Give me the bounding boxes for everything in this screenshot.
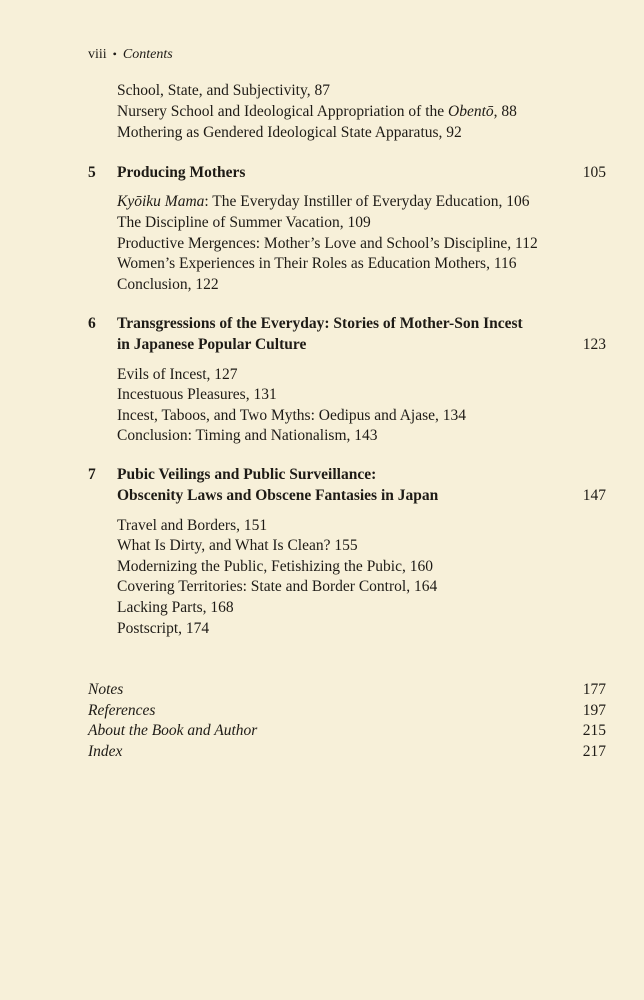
chapter-page-number: 123 <box>582 336 606 353</box>
back-matter-page: 177 <box>582 681 606 698</box>
chapter-title-line: Obscenity Laws and Obscene Fantasies in Japan <box>117 487 439 504</box>
chapter-number: 5 <box>88 164 96 181</box>
chapter-number: 6 <box>88 315 96 332</box>
chapter-title-line: Pubic Veilings and Public Surveillance: <box>117 466 377 483</box>
chapter-number: 7 <box>88 466 96 483</box>
toc-section-entry: Conclusion: Timing and Nationalism, 143 <box>117 427 378 444</box>
chapter-title-line: Transgressions of the Everyday: Stories of Mother-Son Incest <box>117 315 523 332</box>
toc-section-entry: Evils of Incest, 127 <box>117 366 238 383</box>
separator-icon: • <box>112 47 117 61</box>
chapter-page-number: 105 <box>582 164 606 181</box>
toc-section-entry: Modernizing the Public, Fetishizing the Pubic, 160 <box>117 558 433 575</box>
running-head <box>88 44 173 65</box>
toc-section-entry: Nursery School and Ideological Appropriation of the Obentō, 88 <box>117 103 517 120</box>
toc-section-entry: Conclusion, 122 <box>117 276 219 293</box>
running-head-title: Contents <box>122 47 173 62</box>
toc-section-entry: Lacking Parts, 168 <box>117 599 234 616</box>
chapter-title: Producing Mothers <box>117 164 246 181</box>
toc-section-entry: Women’s Experiences in Their Roles as Education Mothers, 116 <box>117 255 517 272</box>
back-matter-page: 217 <box>582 743 606 760</box>
toc-section-entry: Travel and Borders, 151 <box>117 517 268 534</box>
toc-section-entry: Mothering as Gendered Ideological State Apparatus, 92 <box>117 124 462 141</box>
back-matter-page: 215 <box>582 722 606 739</box>
back-matter-label: About the Book and Author <box>88 722 258 739</box>
toc-section-entry: What Is Dirty, and What Is Clean? 155 <box>117 537 358 554</box>
toc-section-entry: Productive Mergences: Mother’s Love and School’s Discipline, 112 <box>117 235 538 252</box>
toc-section-entry: Kyōiku Mama: The Everyday Instiller of Everyday Education, 106 <box>117 193 530 210</box>
toc-section-entry: Covering Territories: State and Border Control, 164 <box>117 578 438 595</box>
back-matter-label: Index <box>88 743 123 760</box>
chapter-title-line: in Japanese Popular Culture <box>117 336 307 353</box>
toc-section-entry: Incestuous Pleasures, 131 <box>117 386 277 403</box>
toc-section-entry: Postscript, 174 <box>117 620 210 637</box>
folio: viii <box>88 47 107 62</box>
toc-section-entry: School, State, and Subjectivity, 87 <box>117 82 330 99</box>
back-matter-label: Notes <box>88 681 124 698</box>
back-matter-label: References <box>88 702 156 719</box>
chapter-page-number: 147 <box>582 487 606 504</box>
back-matter-page: 197 <box>582 702 606 719</box>
toc-section-entry: The Discipline of Summer Vacation, 109 <box>117 214 371 231</box>
toc-section-entry: Incest, Taboos, and Two Myths: Oedipus and Ajase, 134 <box>117 407 466 424</box>
